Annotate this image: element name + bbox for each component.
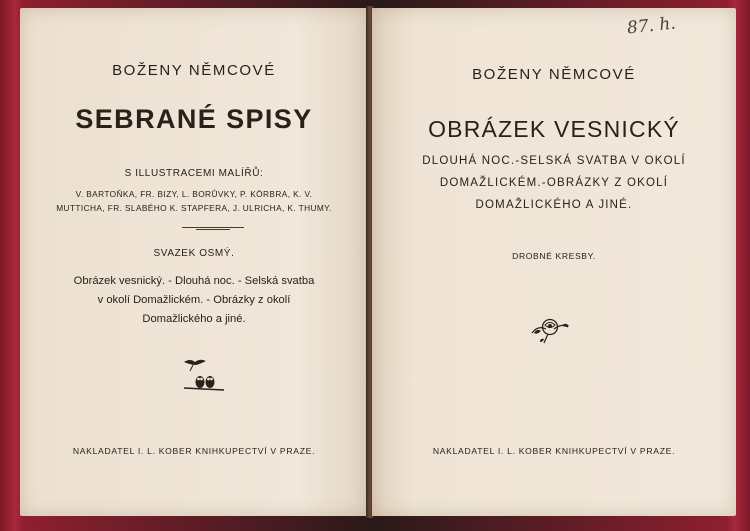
title-divider: [182, 226, 244, 231]
right-author: BOŽENY NĚMCOVÉ: [472, 66, 636, 83]
contents-line-1: Obrázek vesnický. - Dlouhá noc. - Selská svatba: [73, 275, 315, 287]
subtitle-line-2: DOMAŽLICKÉM.-OBRÁZKY Z OKOLÍ: [439, 177, 669, 189]
rose-icon: [528, 311, 572, 345]
volume-label: SVAZEK OSMÝ.: [153, 248, 235, 259]
illustrations-heading: S ILLUSTRACEMI MALÍŘŮ:: [124, 168, 264, 179]
series-title: SEBRANÉ SPISY: [75, 104, 313, 134]
contents-line-3: Domažlického a jiné.: [142, 313, 246, 325]
work-title: OBRÁZEK VESNICKÝ: [428, 116, 680, 142]
bird-and-owls-icon: [178, 356, 228, 392]
contents-line-2: v okolí Domažlickém. - Obrázky z okolí: [97, 294, 291, 306]
handwritten-note: 87. h.: [626, 13, 677, 39]
right-page: [372, 8, 736, 516]
right-publisher: NAKLADATEL I. L. KOBER KNIHKUPECTVÍ V PRAZE.: [432, 446, 676, 456]
illustrators-line-2: MUTTICHA, FR. SLABÉHO K. STAPFERA, J. ULRICHA, K. THUMY.: [56, 203, 332, 213]
left-author: BOŽENY NĚMCOVÉ: [112, 62, 276, 79]
genre-label: DROBNÉ KRESBY.: [512, 251, 596, 261]
subtitle-line-3: DOMAŽLICKÉHO A JINÉ.: [475, 199, 633, 211]
left-publisher: NAKLADATEL I. L. KOBER KNIHKUPECTVÍ V PRAZE.: [72, 446, 316, 456]
illustrators-line-1: V. BARTOŇKA, FR. BIZY, L. BORŮVKY, P. KÖRBRA, K. V.: [75, 189, 313, 199]
left-page: [20, 8, 368, 516]
subtitle-line-1: DLOUHÁ NOC.-SELSKÁ SVATBA V OKOLÍ: [422, 155, 686, 167]
